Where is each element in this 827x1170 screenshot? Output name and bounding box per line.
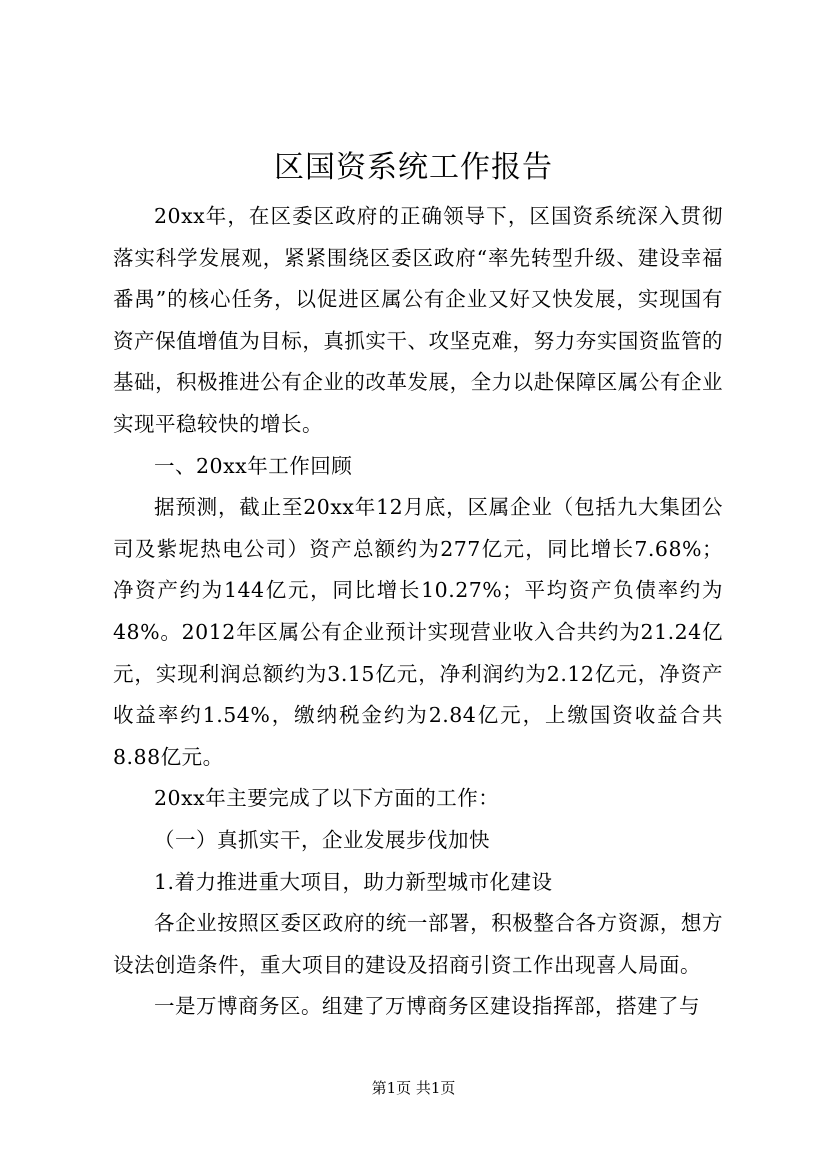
paragraph-intro: 20xx年，在区委区政府的正确领导下，区国资系统深入贯彻落实科学发展观，紧紧围绕区委区政府“率先转型升级、建设幸福番禺”的核心任务，以促进区属公有企业又好又快发展，实现国有资产保值增值为目标，真抓实干、攻坚克难，努力夯实国资监管的基础，积极推进公有企业的改革发展，全力以赴保障区属公有企业实现平稳较快的增长。 — [113, 204, 723, 436]
subsection-heading-1: （一）真抓实干，企业发展步伐加快 — [154, 827, 490, 852]
paragraph-work-summary: 20xx年主要完成了以下方面的工作： — [154, 786, 500, 811]
page-number-footer: 第1页 共1页 — [371, 1079, 456, 1097]
paragraph-enterprises: 各企业按照区委区政府的统一部署，积极整合各方资源，想方设法创造条件，重大项目的建设及招商引资工作出现喜人局面。 — [113, 911, 723, 977]
document-title: 区国资系统工作报告 — [274, 150, 553, 185]
item-heading-1: 1.着力推进重大项目，助力新型城市化建设 — [154, 869, 553, 894]
paragraph-wanbo: 一是万博商务区。组建了万博商务区建设指挥部，搭建了与 — [154, 994, 700, 1019]
section-heading-review: 一、20xx年工作回顾 — [154, 453, 353, 478]
document-body — [113, 196, 723, 1028]
paragraph-forecast: 据预测，截止至20xx年12月底，区属企业（包括九大集团公司及紫坭热电公司）资产总额约为277亿元，同比增长7.68%；净资产约为144亿元，同比增长10.27%；平均资产负债率约为48%。2012年区属公有企业预计实现营业收入合共约为21.24亿元，实现利润总额约为3.15亿元，净利润约为2.12亿元，净资产收益率约1.54%，缴纳税金约为2.84亿元，上缴国资收益合共8.88亿元。 — [113, 495, 723, 769]
